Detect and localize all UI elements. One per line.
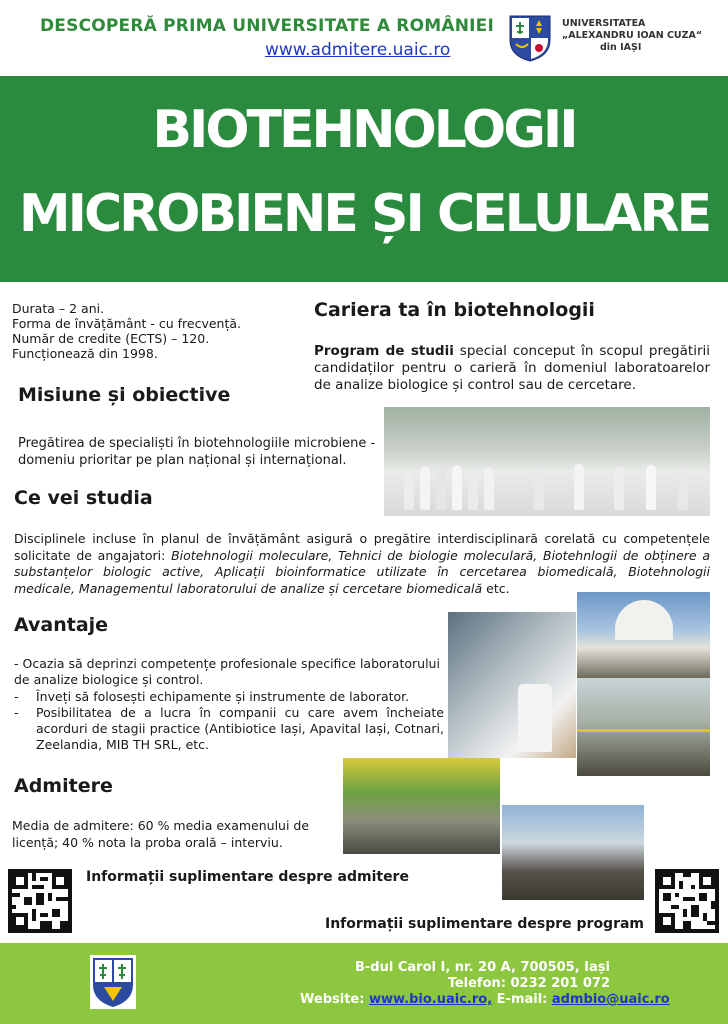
- footer-website-label: Website:: [300, 992, 369, 1007]
- admission-qr-code[interactable]: [8, 869, 72, 933]
- tagline: DESCOPERĂ PRIMA UNIVERSITATE A ROMÂNIEI: [40, 16, 495, 36]
- lab-student-photo: [448, 612, 576, 758]
- fact-since: Funcționează din 1998.: [12, 346, 158, 361]
- advantages-intro: - Ocazia să deprinzi competențe profesionale specifice laboratorului de analize biologice și control.: [14, 656, 440, 687]
- footer-contact: [300, 960, 670, 1008]
- list-item: - Înveți să folosești echipamente și instrumente de laborator.: [14, 689, 444, 705]
- study-intro: Disciplinele incluse în planul de învățământ asigură o pregătire interdisciplinară corelată cu competențele solicitate de angajatori:: [14, 531, 710, 563]
- footer-email-link[interactable]: admbio@uaic.ro: [551, 992, 670, 1007]
- program-title-line2: MICROBIENE ȘI CELULARE: [18, 184, 710, 244]
- mission-heading: Misiune și obiective: [18, 384, 231, 406]
- fact-duration: Durata – 2 ani.: [12, 301, 105, 316]
- advantages-list: [14, 689, 444, 753]
- career-lead: Program de studii: [314, 343, 454, 359]
- university-name: [562, 18, 702, 54]
- campus-visit-photo: [343, 758, 500, 854]
- admission-heading: Admitere: [14, 775, 113, 797]
- study-courses: Biotehnologii moleculare, Tehnici de biologie moleculară, Biotehnlogii de obținere a substanțelor biologic active, Aplicații bioinformatice utilizate în cercetarea biomedicală, Biotehnologii medicale, Managementul laboratorului de analize și cercetare biomedicală: [14, 547, 710, 596]
- program-info-link[interactable]: Informații suplimentare despre program: [325, 916, 645, 932]
- mission-text: Pregătirea de specialiști în biotehnologiile microbiene - domeniu prioritar pe plan național și internațional.: [18, 436, 376, 468]
- observatory-dome-photo: [577, 592, 710, 678]
- study-text: [14, 531, 710, 597]
- footer-web-email: [300, 992, 670, 1008]
- advantages-heading: Avantaje: [14, 614, 109, 636]
- career-heading: Cariera ta în biotehnologii: [314, 299, 595, 321]
- footer-phone: Telefon: 0232 201 072: [447, 976, 610, 991]
- program-title-line1: BIOTEHNOLOGII: [152, 100, 576, 160]
- list-item: - Posibilitatea de a lucra în companii cu care avem încheiate acorduri de stagii practice (Antibiotice Iași, Apavital Iași, Cotnari, Zeelandia, MIB TH SRL, etc.: [14, 705, 444, 753]
- university-name-line2: „ALEXANDRU IOAN CUZA“: [562, 30, 703, 41]
- program-qr-code[interactable]: [655, 869, 719, 933]
- study-heading: Ce vei studia: [14, 487, 153, 509]
- program-facts: [12, 301, 292, 361]
- university-name-line1: UNIVERSITATEA: [562, 18, 646, 29]
- career-description: special conceput în scopul pregătirii candidaților pentru o carieră în domeniul laboratoarelor de analize biologice și control sau de cercetare.: [314, 343, 710, 393]
- outdoor-group-photo: [502, 805, 644, 900]
- university-name-line3: din IAȘI: [600, 42, 642, 53]
- lab-group-photo: [384, 407, 710, 516]
- admission-site-link[interactable]: www.admitere.uaic.ro: [265, 40, 451, 60]
- fact-credits: Număr de credite (ECTS) – 120.: [12, 331, 210, 346]
- admission-text: Media de admitere: 60 % media examenului de licență; 40 % nota la proba orală – interviu.: [12, 818, 310, 850]
- career-text: [314, 343, 710, 394]
- study-outro: etc.: [482, 580, 510, 596]
- footer-email-label: E-mail:: [492, 992, 552, 1007]
- university-crest-icon: [508, 14, 552, 62]
- terrace-group-photo: [577, 678, 710, 776]
- admission-info-link[interactable]: Informații suplimentare despre admitere: [86, 869, 409, 885]
- fact-study-form: Forma de învățământ - cu frecvență.: [12, 316, 241, 331]
- footer-website-link[interactable]: www.bio.uaic.ro,: [368, 992, 493, 1007]
- footer-address: B-dul Carol I, nr. 20 A, 700505, Iași: [355, 960, 610, 975]
- university-crest-icon: [90, 955, 136, 1009]
